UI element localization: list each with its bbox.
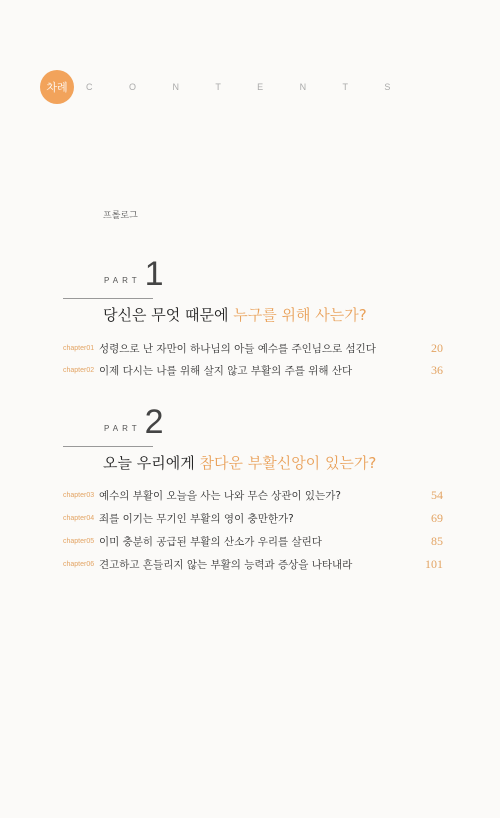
- part-title-text: 오늘 우리에게: [103, 454, 200, 472]
- chapter-02-entry[interactable]: [63, 362, 443, 378]
- chapter-number: 02: [86, 366, 95, 374]
- part-number: 1: [144, 255, 164, 293]
- part-2-heading: [104, 405, 164, 439]
- chapter-06-entry[interactable]: [63, 556, 443, 572]
- chapter-title: 예수의 부활이 오늘을 사는 나와 무슨 상관이 있는가?: [99, 489, 341, 502]
- chapter-number: 03: [86, 491, 95, 499]
- part-number: 2: [144, 403, 164, 441]
- chapter-number: 06: [86, 560, 95, 568]
- part-title-highlight: 누구를 위해 사는가?: [233, 306, 367, 324]
- chapter-title: 성령으로 난 자만이 하나님의 아들 예수를 주인님으로 섬긴다: [99, 342, 376, 355]
- contents-badge: 차례: [40, 70, 74, 104]
- chapter-page-number: 85: [431, 533, 443, 548]
- chapter-number: 04: [86, 514, 95, 522]
- part-label: PART: [104, 276, 141, 285]
- chapter-number: 05: [86, 537, 95, 545]
- prologue-link[interactable]: 프롤로그: [103, 211, 138, 221]
- part-divider: [63, 446, 153, 447]
- chapter-label: chapter02: [63, 366, 95, 374]
- chapter-number: 01: [86, 344, 95, 352]
- chapter-page-number: 101: [425, 556, 443, 571]
- contents-header: [40, 70, 407, 104]
- chapter-page-number: 54: [431, 487, 443, 502]
- part-2-title[interactable]: [103, 452, 376, 473]
- chapter-title: 이제 다시는 나를 위해 살지 않고 부활의 주를 위해 산다: [99, 364, 353, 377]
- chapter-01-entry[interactable]: [63, 340, 443, 356]
- chapter-page-number: 20: [431, 340, 443, 355]
- part-divider: [63, 298, 153, 299]
- chapter-04-entry[interactable]: [63, 510, 443, 526]
- chapter-label: chapter05: [63, 537, 95, 545]
- chapter-label: chapter06: [63, 560, 95, 568]
- chapter-05-entry[interactable]: [63, 533, 443, 549]
- chapter-label: chapter03: [63, 491, 95, 499]
- part-label: PART: [104, 424, 141, 433]
- chapter-page-number: 69: [431, 510, 443, 525]
- contents-heading: C O N T E N T S: [86, 82, 408, 92]
- chapter-label: chapter01: [63, 344, 95, 352]
- chapter-title: 견고하고 흔들리지 않는 부활의 능력과 증상을 나타내라: [99, 558, 353, 571]
- chapter-label: chapter04: [63, 514, 95, 522]
- part-title-highlight: 참다운 부활신앙이 있는가?: [199, 454, 377, 472]
- chapter-03-entry[interactable]: [63, 487, 443, 503]
- chapter-page-number: 36: [431, 362, 443, 377]
- part-title-text: 당신은 무엇 때문에: [103, 306, 234, 324]
- chapter-title: 죄를 이기는 무기인 부활의 영이 충만한가?: [99, 512, 294, 525]
- chapter-title: 이미 충분히 공급된 부활의 산소가 우리를 살린다: [99, 535, 322, 548]
- part-1-heading: [104, 257, 164, 291]
- part-1-title[interactable]: [103, 304, 367, 325]
